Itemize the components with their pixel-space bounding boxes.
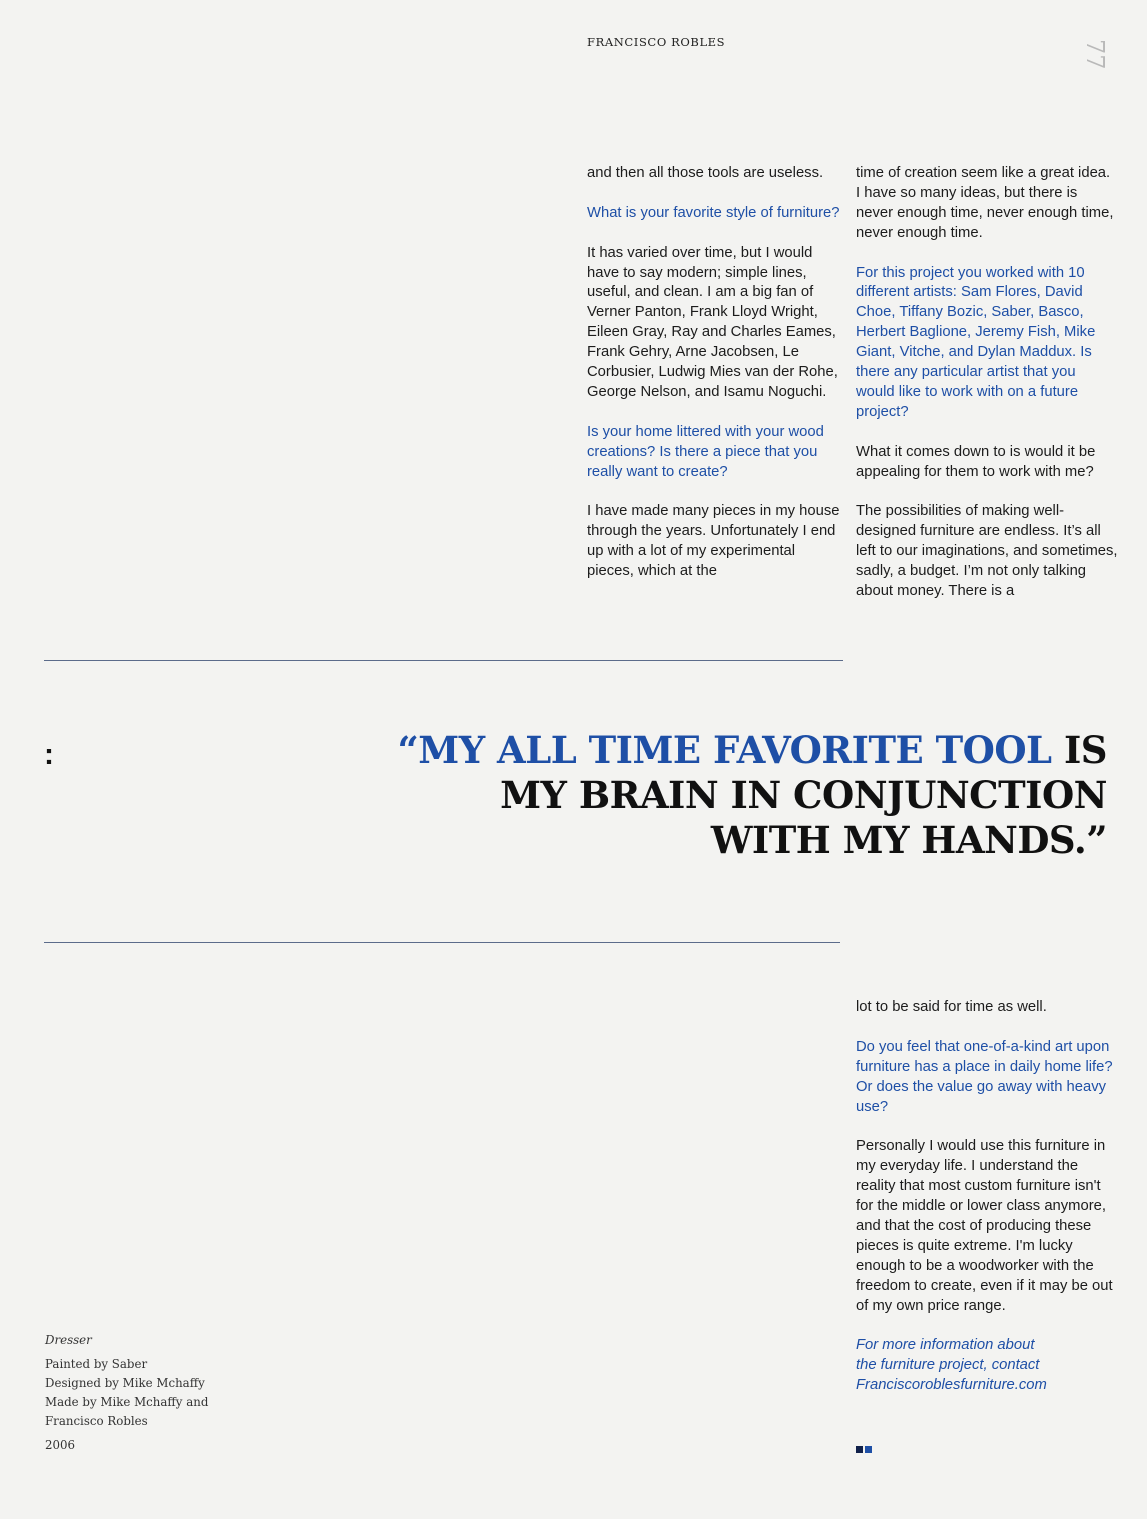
answer-text: and then all those tools are useless. xyxy=(587,165,824,181)
article-column-2 xyxy=(856,164,1118,622)
article-column-1 xyxy=(587,164,842,602)
caption-line: Francisco Robles xyxy=(45,1414,148,1428)
interview-question: Do you feel that one-of-a-kind art upon furniture has a place in daily home life? Or does the value go away with heavy use? xyxy=(856,1038,1113,1115)
answer-text: The possibilities of making well-designed furniture are endless. It’s all left to our imaginations, and sometimes, sadly, a budget. I’m not only talking about money. There is a xyxy=(856,503,1118,599)
interview-question: Is your home littered with your wood creations? Is there a piece that you really want to create? xyxy=(587,423,824,480)
answer-text: time of creation seem like a great idea. I have so many ideas, but there is never enough time, never enough time, never enough time. xyxy=(856,165,1114,241)
pull-quote xyxy=(347,728,1107,863)
contact-line-2: the furniture project, contact xyxy=(856,1357,1040,1374)
article-column-3 xyxy=(856,998,1118,1416)
pull-quote-line-1 xyxy=(347,728,1107,773)
caption-line: Designed by Mike Mchaffy xyxy=(45,1376,205,1390)
caption-line: Made by Mike Mchaffy and xyxy=(45,1395,209,1409)
pull-quote-line-2: MY BRAIN IN CONJUNCTION xyxy=(500,773,1107,817)
contact-website: Franciscoroblesfurniture.com xyxy=(856,1377,1047,1394)
photo-caption xyxy=(45,1331,208,1455)
answer-text: Personally I would use this furniture in my everyday life. I understand the reality that most custom furniture isn't for the middle or lower class anymore, and that the cost of producing these pieces is quite extreme. I'm lucky enough to be a woodworker with the freedom to create, even if it may be out of my own price range. xyxy=(856,1138,1113,1314)
answer-text: What it comes down to is would it be appealing for them to work with me? xyxy=(856,443,1096,480)
running-header: FRANCISCO ROBLES xyxy=(587,35,726,49)
interview-question: For this project you worked with 10 different artists: Sam Flores, David Choe, Tiffany Bozic, Saber, Basco, Herbert Baglione, Jeremy Fish, Mike Giant, Vitche, and Dylan Maddux. Is there any particular artist that you would like to work with on a future project? xyxy=(856,264,1096,420)
caption-year: 2006 xyxy=(45,1438,76,1452)
divider-top xyxy=(44,660,843,661)
page-number: 77 xyxy=(1081,39,1109,70)
pull-quote-highlight: “MY ALL TIME FAVORITE TOOL xyxy=(397,728,1052,772)
contact-info xyxy=(856,1336,1118,1396)
side-mark: : xyxy=(44,738,54,771)
caption-title: Dresser xyxy=(45,1333,92,1347)
pull-quote-line-1-rest: IS xyxy=(1051,728,1107,772)
answer-text: It has varied over time, but I would have to say modern; simple lines, useful, and clean. I am a big fan of Verner Panton, Frank Lloyd Wright, Eileen Gray, Ray and Charles Eames, Frank Gehry, Arne Jacobsen, Le Corbusier, Ludwig Mies van der Rohe, George Nelson, and Isamu Noguchi. xyxy=(587,244,838,400)
interview-question: What is your favorite style of furniture? xyxy=(587,204,840,221)
end-of-article-mark xyxy=(856,1440,874,1458)
divider-bottom xyxy=(44,942,840,943)
answer-text: lot to be said for time as well. xyxy=(856,999,1047,1015)
caption-line: Painted by Saber xyxy=(45,1357,148,1371)
contact-line-1: For more information about xyxy=(856,1337,1035,1354)
answer-text: I have made many pieces in my house through the years. Unfortunately I end up with a lot of my experimental pieces, which at the xyxy=(587,503,840,580)
pull-quote-line-3: WITH MY HANDS.” xyxy=(710,818,1107,862)
